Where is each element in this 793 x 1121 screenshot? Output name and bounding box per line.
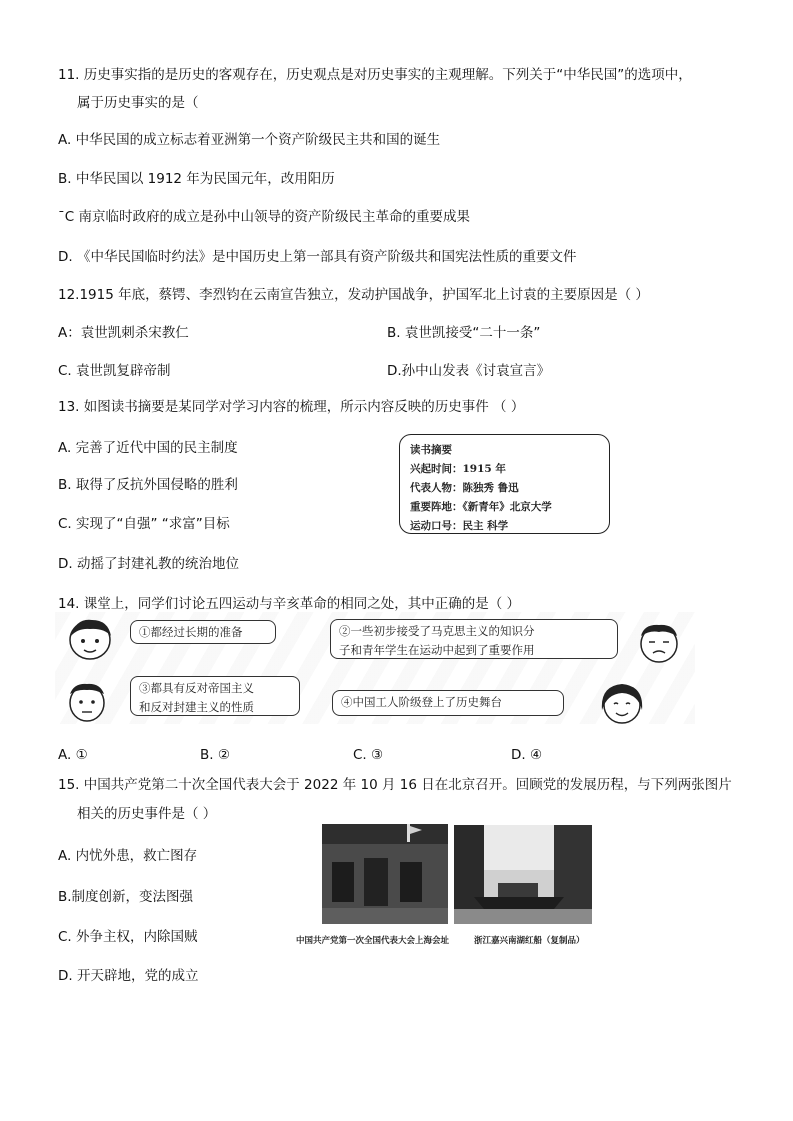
q12-stem: 12.1915 年底，蔡锷、李烈钧在云南宣告独立，发动护国战争，护国军北上讨袁的主要原因是（ ） <box>58 287 649 303</box>
q14-option-c: C. ③ <box>353 747 384 763</box>
student-face-3-icon <box>64 680 110 724</box>
q11-option-a: A. 中华民国的成立标志着亚洲第一个资产阶级民主共和国的诞生 <box>58 132 441 148</box>
q13-option-b: B. 取得了反抗外国侵略的胜利 <box>58 477 238 493</box>
q13-option-d: D. 动摇了封建礼教的统治地位 <box>58 556 239 572</box>
bubble-2-line1: ②一些初步接受了马克思主义的知识分 <box>339 624 535 638</box>
q15-option-b: B.制度创新，变法图强 <box>58 889 194 905</box>
q12-option-b: B. 袁世凯接受“二十一条” <box>387 325 541 341</box>
bubble-3-line1: ③都具有反对帝国主义 <box>139 681 254 695</box>
bubble-2 <box>330 619 618 659</box>
q14-stem: 14. 课堂上，同学们讨论五四运动与辛亥革命的相同之处，其中正确的是（ ） <box>58 596 521 612</box>
q11-option-c: ¯C 南京临时政府的成立是孙中山领导的资产阶级民主革命的重要成果 <box>58 209 470 225</box>
q12-option-d: D.孙中山发表《讨袁宣言》 <box>387 363 551 379</box>
bubble-4 <box>332 690 564 716</box>
photo-red-boat <box>454 825 592 924</box>
bubble-3-line2: 和反对封建主义的性质 <box>139 700 254 714</box>
q13-option-c: C. 实现了“自强” “求富”目标 <box>58 516 230 532</box>
photo-caption-2: 浙江嘉兴南湖红船（复制品） <box>474 936 585 946</box>
reading-summary-card <box>399 434 610 534</box>
bubble-1 <box>130 620 276 644</box>
q12-option-a: A：袁世凯刺杀宋教仁 <box>58 325 189 341</box>
bubble-2-line2: 子和青年学生在运动中起到了重要作用 <box>339 643 535 657</box>
q13-stem: 13. 如图读书摘要是某同学对学习内容的梳理，所示内容反映的历史事件 （ ） <box>58 399 525 415</box>
q14-option-a: A. ① <box>58 747 88 763</box>
bubble-4-text: ④中国工人阶级登上了历史舞台 <box>341 695 502 709</box>
photo-caption-1: 中国共产党第一次全国代表大会上海会址 <box>296 936 450 946</box>
reading-card-slogan: 运动口号：民主 科学 <box>410 520 509 532</box>
reading-card-people: 代表人物：陈独秀 鲁迅 <box>410 482 519 494</box>
q15-stem-line2: 相关的历史事件是（ ） <box>77 806 217 822</box>
q14-option-d: D. ④ <box>511 747 543 763</box>
reading-card-time: 兴起时间：1915 年 <box>410 463 506 475</box>
q11-option-d: D. 《中华民国临时约法》是中国历史上第一部具有资产阶级共和国宪法性质的重要文件 <box>58 249 577 265</box>
q12-option-c: C. 袁世凯复辟帝制 <box>58 363 171 379</box>
student-face-1-icon <box>66 616 116 662</box>
q11-option-b: B. 中华民国以 1912 年为民国元年，改用阳历 <box>58 171 335 187</box>
bubble-3 <box>130 676 300 716</box>
bubble-1-text: ①都经过长期的准备 <box>139 625 243 639</box>
student-face-2-icon <box>636 620 682 664</box>
q15-stem-line1: 15. 中国共产党第二十次全国代表大会于 2022 年 10 月 16 日在北京召开。回顾党的发展历程，与下列两张图片 <box>58 777 732 793</box>
q14-option-b: B. ② <box>200 747 230 763</box>
q15-option-c: C. 外争主权，内除国贼 <box>58 929 198 945</box>
reading-card-title: 读书摘要 <box>410 444 452 456</box>
student-face-4-icon <box>598 680 646 726</box>
q13-option-a: A. 完善了近代中国的民主制度 <box>58 440 238 456</box>
reading-card-base: 重要阵地：《新青年》北京大学 <box>410 501 552 513</box>
q15-option-d: D. 开天辟地，党的成立 <box>58 968 199 984</box>
q11-stem-line1: 11. 历史事实指的是历史的客观存在，历史观点是对历史事实的主观理解。下列关于“中华民国”的选项中， <box>58 67 692 83</box>
q11-stem-line2: 属于历史事实的是（ <box>77 95 199 111</box>
q15-option-a: A. 内忧外患，救亡图存 <box>58 848 198 864</box>
photo-first-congress-site <box>322 824 448 924</box>
